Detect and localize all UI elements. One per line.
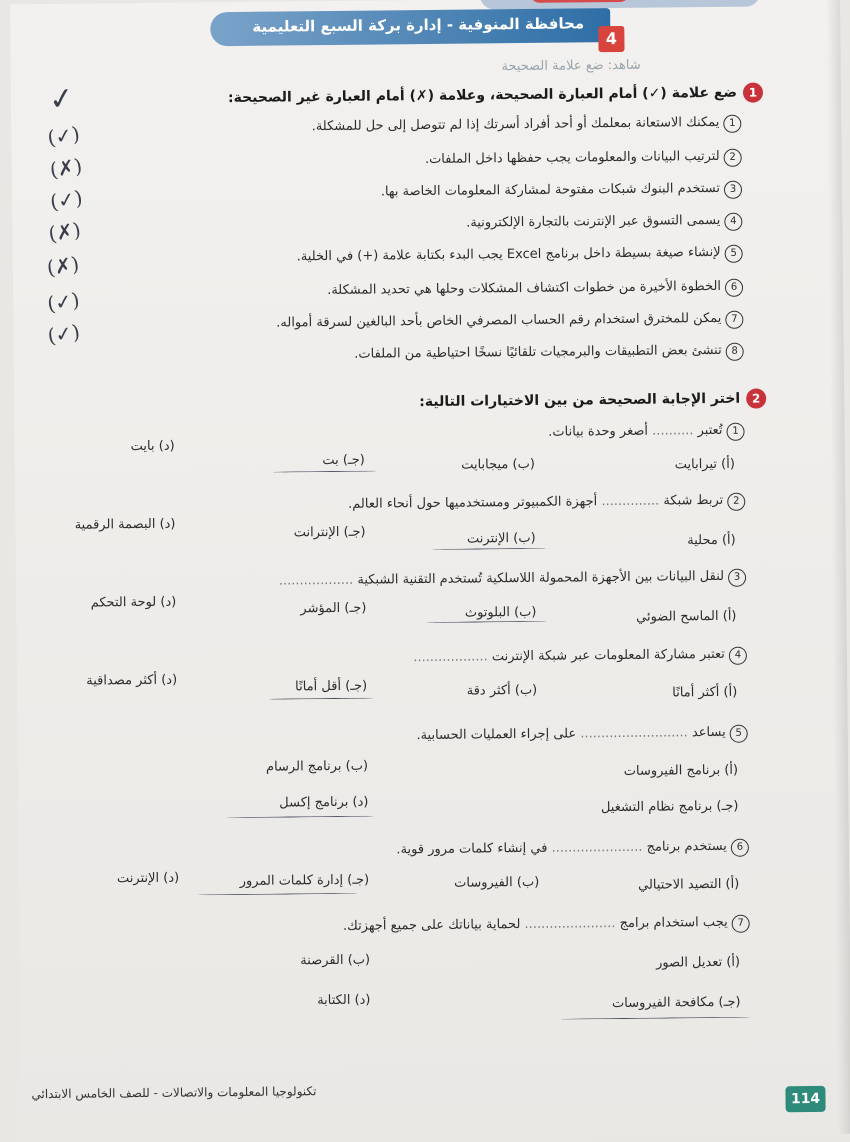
statement-text: يمكن للمخترق استخدام رقم الحساب المصرفي الخاص بأحد البالغين لسرقة أمواله. <box>276 310 722 331</box>
page-number: 114 <box>785 1086 825 1112</box>
question-5 <box>416 725 747 746</box>
statement-4 <box>466 213 742 234</box>
page-edge-shadow <box>826 0 850 1134</box>
handwritten-underline <box>427 621 547 623</box>
statement-number: 8 <box>726 343 744 361</box>
option-d: (د) بايت <box>130 438 175 455</box>
handwritten-underline <box>197 893 357 896</box>
question-stem: يستخدم برنامج <box>646 838 727 855</box>
blank-dots: .................. <box>413 649 488 666</box>
question-number: 2 <box>727 493 745 511</box>
option-a: (أ) تعديل الصور <box>655 954 741 971</box>
blank-dots: ...................... <box>551 839 643 856</box>
question-tail: لحماية بياناتك على جميع أجهزتك. <box>342 917 521 934</box>
option-c: (جـ) الإنترانت <box>293 524 366 541</box>
handwritten-answer-mark: (✓) <box>45 121 82 151</box>
option-a: (أ) برنامج الفيروسات <box>623 762 739 779</box>
statement-number: 3 <box>724 181 742 199</box>
question-number: 7 <box>732 915 750 933</box>
question-4 <box>413 647 747 668</box>
statement-text: لإنشاء صيغة بسيطة داخل برنامج Excel يجب البدء بكتابة علامة (+) في الخلية. <box>296 244 721 265</box>
handwritten-answer-mark: (✗) <box>48 153 84 183</box>
option-d: (د) لوحة التحكم <box>90 594 177 611</box>
question-stem: يساعد <box>691 724 726 741</box>
statement-text: يسمى التسوق عبر الإنترنت بالتجارة الإلكترونية. <box>466 212 721 231</box>
option-d: (د) البصمة الرقمية <box>74 516 176 533</box>
faded-subtitle: شاهد: ضع علامة الصحيحة <box>501 57 641 75</box>
textbook-page <box>10 0 850 1142</box>
statement-number: 1 <box>723 115 741 133</box>
question-stem: يجب استخدام برامج <box>619 914 728 932</box>
chapter-number-badge: 4 <box>598 26 624 52</box>
handwritten-answer-mark: (✓) <box>48 185 85 215</box>
option-a: (أ) التصيد الاحتيالي <box>638 876 740 893</box>
question-tail: في إنشاء كلمات مرور قوية. <box>396 840 548 858</box>
handwritten-answer-mark: (✗) <box>46 217 83 247</box>
option-c: (جـ) المؤشر <box>300 600 367 617</box>
option-d: (د) الكتابة <box>317 992 371 1009</box>
blank-dots: .................. <box>278 572 354 589</box>
section2-badge: 2 <box>746 388 766 408</box>
statement-number: 5 <box>725 245 743 263</box>
statement-text: تستخدم البنوك شبكات مفتوحة لمشاركة المعلومات الخاصة بها. <box>380 180 721 200</box>
question-tail: أجهزة الكمبيوتر ومستخدميها حول أنحاء العالم. <box>348 494 598 512</box>
question-number: 1 <box>726 423 744 441</box>
handwritten-underline <box>227 816 375 819</box>
statement-text: يمكنك الاستعانة بمعلمك أو أحد أفراد أسرتك إذا لم تتوصل إلى حل للمشكلة. <box>311 114 720 135</box>
handwritten-underline <box>269 698 373 700</box>
option-c: (جـ) إدارة كلمات المرور <box>239 872 370 889</box>
statement-text: تنشئ بعض التطبيقات والبرمجيات تلقائيًا نسخًا احتياطية من الملفات. <box>354 342 722 362</box>
option-b: (ب) الفيروسات <box>454 874 540 891</box>
handwritten-answer-mark: (✗) <box>45 251 81 281</box>
question-7 <box>343 915 750 937</box>
option-b: (ب) برنامج الرسام <box>265 758 369 775</box>
statement-6 <box>327 279 743 301</box>
blank-dots: ...................... <box>524 916 616 933</box>
blank-dots: .......................... <box>580 725 688 742</box>
blank-dots: .......... <box>652 423 694 439</box>
handwritten-underline <box>273 471 377 473</box>
option-b: (ب) ميجابايت <box>461 456 535 473</box>
question-number: 5 <box>730 725 748 743</box>
statement-3 <box>381 181 742 203</box>
option-b: (ب) أكثر دقة <box>466 682 538 699</box>
statement-number: 6 <box>725 279 743 297</box>
question-6 <box>396 839 749 861</box>
statement-number: 2 <box>724 149 742 167</box>
handwritten-underline <box>561 1017 751 1020</box>
option-b: (ب) القرصنة <box>300 952 371 969</box>
question-stem: تُعتبر <box>697 422 723 439</box>
section1-badge: 1 <box>743 82 763 102</box>
statement-2 <box>425 149 742 170</box>
option-c: (جـ) بت <box>322 452 365 469</box>
option-d: (د) أكثر مصداقية <box>86 672 178 689</box>
option-b: (ب) البلوتوث <box>464 604 537 621</box>
statement-text: الخطوة الأخيرة من خطوات اكتشاف المشكلات وحلها هي تحديد المشكلة. <box>327 278 722 299</box>
statement-text: لترتيب البيانات والمعلومات يجب حفظها داخل الملفات. <box>424 148 720 168</box>
handwritten-underline <box>432 548 546 550</box>
section2-heading-text: اختر الإجابة الصحيحة من بين الاختيارات التالية: <box>419 390 741 411</box>
section2-heading <box>419 388 766 412</box>
option-a: (أ) أكثر أمانًا <box>672 684 738 701</box>
footer-book-title: تكنولوجيا المعلومات والاتصالات - للصف الخامس الابتدائي <box>31 1084 317 1102</box>
question-stem: تعتبر مشاركة المعلومات عبر شبكة الإنترنت <box>491 646 725 665</box>
option-b: (ب) الإنترنت <box>466 530 536 547</box>
blank-dots: .............. <box>601 493 660 510</box>
page-title: محافظة المنوفية - إدارة بركة السبع التعليمية <box>252 14 585 36</box>
handwritten-answer-mark: (✓) <box>45 287 82 317</box>
option-a: (أ) تيرابايت <box>674 456 735 473</box>
question-tail: على إجراء العمليات الحسابية. <box>416 726 577 744</box>
statement-5 <box>297 245 743 268</box>
statement-number: 7 <box>725 311 743 329</box>
statement-8 <box>354 343 744 365</box>
option-d: (د) برنامج إكسل <box>279 794 369 811</box>
handwritten-check-mark: ✓ <box>46 80 77 119</box>
option-c: (جـ) برنامج نظام التشغيل <box>600 798 739 816</box>
section1-heading-text: ضع علامة (✓) أمام العبارة الصحيحة، وعلامة (✗) أمام العبارة غير الصحيحة: <box>227 84 738 107</box>
question-1 <box>548 423 744 443</box>
option-a: (أ) محلية <box>687 532 736 549</box>
statement-7 <box>276 311 743 334</box>
handwritten-answer-mark: (✓) <box>45 319 82 349</box>
question-number: 3 <box>728 569 746 587</box>
statement-number: 4 <box>724 213 742 231</box>
option-a: (أ) الماسح الضوئي <box>636 608 737 625</box>
question-3 <box>279 569 746 592</box>
question-tail: أصغر وحدة بيانات. <box>548 423 649 440</box>
statement-1 <box>312 115 742 137</box>
section1-heading <box>228 82 763 108</box>
option-d: (د) الإنترنت <box>116 870 180 887</box>
question-stem: لنقل البيانات بين الأجهزة المحمولة اللاسلكية تُستخدم التقنية الشبكية <box>357 568 725 588</box>
option-c: (جـ) أقل أمانًا <box>295 678 368 695</box>
question-number: 6 <box>731 839 749 857</box>
option-c: (جـ) مكافحة الفيروسات <box>611 994 741 1012</box>
question-number: 4 <box>729 647 747 665</box>
question-2 <box>348 493 745 515</box>
question-stem: تربط شبكة <box>663 492 724 509</box>
